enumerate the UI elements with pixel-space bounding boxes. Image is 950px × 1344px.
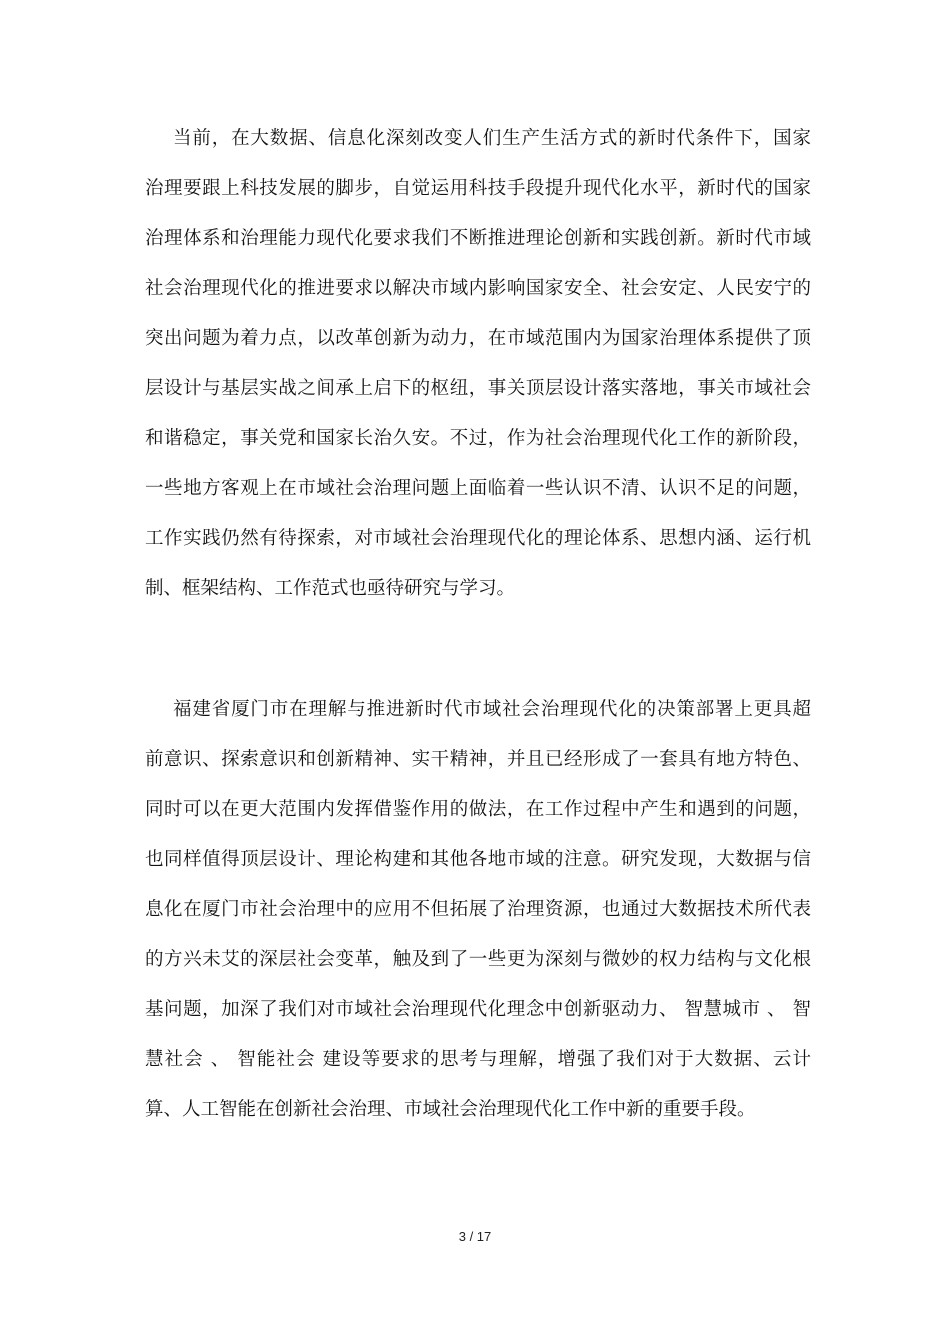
text-line: 算、人工智能在创新社会治理、市域社会治理现代化工作中新的重要手段。	[145, 1099, 756, 1120]
page-number: 3 / 17	[458, 1229, 492, 1244]
text-line: 工作实践仍然有待探索，对市域社会治理现代化的理论体系、思想内涵、运行机	[145, 528, 811, 549]
text-line: 制、框架结构、工作范式也亟待研究与学习。	[145, 578, 516, 599]
paragraph-2	[145, 685, 811, 1135]
text-line: 突出问题为着力点，以改革创新为动力，在市域范围内为国家治理体系提供了顶	[145, 328, 811, 349]
paragraph-1	[145, 114, 811, 614]
text-line: 当前，在大数据、信息化深刻改变人们生产生活方式的新时代条件下，国家	[173, 128, 811, 149]
text-line: 也同样值得顶层设计、理论构建和其他各地市域的注意。研究发现，大数据与信	[145, 849, 811, 870]
text-line: 息化在厦门市社会治理中的应用不但拓展了治理资源，也通过大数据技术所代表	[145, 899, 811, 920]
text-line: 慧社会 、 智能社会 建设等要求的思考与理解，增强了我们对于大数据、云计	[145, 1049, 811, 1070]
text-line: 同时可以在更大范围内发挥借鉴作用的做法，在工作过程中产生和遇到的问题，	[145, 799, 811, 820]
text-line: 一些地方客观上在市域社会治理问题上面临着一些认识不清、认识不足的问题，	[145, 478, 811, 499]
text-line: 福建省厦门市在理解与推进新时代市域社会治理现代化的决策部署上更具超	[173, 699, 811, 720]
text-line: 层设计与基层实战之间承上启下的枢纽，事关顶层设计落实落地，事关市域社会	[145, 378, 811, 399]
text-line: 前意识、探索意识和创新精神、实干精神，并且已经形成了一套具有地方特色、	[145, 749, 811, 770]
text-line: 基问题，加深了我们对市域社会治理现代化理念中创新驱动力、 智慧城市 、 智	[145, 999, 811, 1020]
text-line: 治理要跟上科技发展的脚步，自觉运用科技手段提升现代化水平，新时代的国家	[145, 178, 811, 199]
text-line: 和谐稳定，事关党和国家长治久安。不过，作为社会治理现代化工作的新阶段，	[145, 428, 811, 449]
text-line: 的方兴未艾的深层社会变革，触及到了一些更为深刻与微妙的权力结构与文化根	[145, 949, 811, 970]
text-line: 治理体系和治理能力现代化要求我们不断推进理论创新和实践创新。新时代市域	[145, 228, 811, 249]
text-line: 社会治理现代化的推进要求以解决市域内影响国家安全、社会安定、人民安宁的	[145, 278, 811, 299]
